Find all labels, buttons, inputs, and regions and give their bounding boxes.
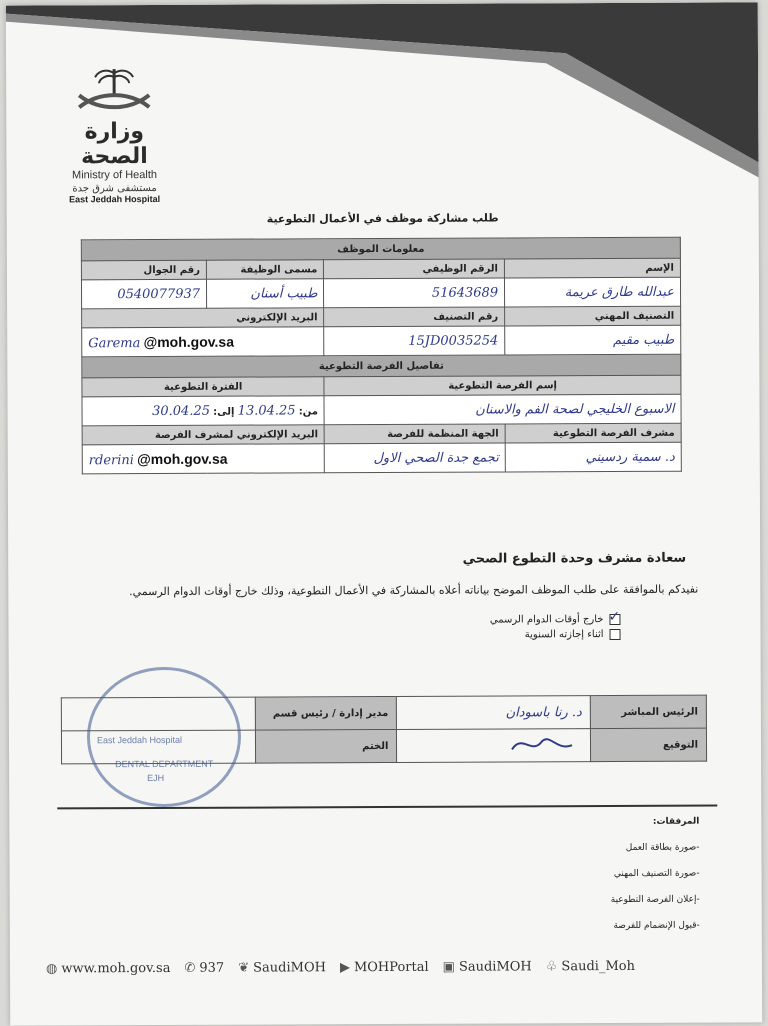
value-email: [82, 327, 325, 357]
hospital-en: East Jeddah Hospital: [69, 193, 161, 205]
signature-value: [397, 729, 591, 763]
hospital-ar: مستشفى شرق جدة: [72, 182, 157, 195]
stamp-abbr: EJH: [147, 772, 165, 784]
value-mobile: 0540077937: [81, 279, 206, 309]
value-classification: طبيب مقيم: [505, 325, 681, 355]
youtube-icon: ▶: [339, 960, 350, 976]
twitter-icon: ❦: [238, 960, 250, 976]
request-recipient: سعادة مشرف وحدة التطوع الصحي: [462, 550, 687, 567]
sup-email-domain: @moh.gov.sa: [137, 450, 228, 467]
attachment-item: -صورة بطاقة العمل: [625, 842, 700, 853]
attachment-item: -إعلان الفرصة التطوعية: [610, 894, 700, 906]
attachments-title: المرفقات:: [652, 816, 700, 827]
value-period: [82, 396, 325, 426]
header-opportunity-name: إسم الفرصة التطوعية: [324, 375, 681, 396]
employee-info-table: [81, 237, 682, 475]
to-date: 30.04.25: [152, 403, 211, 419]
palm-swords-icon: [69, 67, 159, 113]
value-supervisor-email: [82, 444, 325, 474]
from-date: 13.04.25: [237, 402, 296, 419]
value-job-title: طبيب أسنان: [206, 279, 324, 309]
email-user: Garema: [88, 335, 141, 351]
footer-twitter-text: SaudiMOH: [253, 960, 326, 976]
header-period: الفترة التطوعية: [82, 377, 324, 397]
options-list: [48, 608, 698, 643]
direct-manager-label: الرئيس المباشر: [590, 695, 706, 729]
header-classification: التصنيف المهني: [505, 306, 681, 326]
footer-snapchat: [546, 959, 635, 974]
attachment-item: -قبول الإنضمام للفرصة: [613, 920, 700, 932]
footer-facebook: [443, 959, 532, 974]
signature-label: التوقيع: [590, 728, 706, 762]
header-organizer: الجهة المنظمة للفرصة: [325, 424, 506, 444]
stamp-hospital: East Jeddah Hospital: [96, 734, 183, 746]
form-title: طلب مشاركة موظف في الأعمال التطوعية: [266, 211, 499, 226]
stamp-value: [61, 730, 255, 764]
header-supervisor: مشرف الفرصة التطوعية: [505, 423, 681, 443]
header-mobile: رقم الجوال: [81, 260, 206, 280]
footer-phone-text: 937: [199, 960, 225, 976]
attachment-item: -صورة التصنيف المهني: [613, 868, 700, 880]
from-label: من:: [298, 405, 318, 417]
approval-request: [48, 551, 698, 647]
footer-youtube-text: MOHPortal: [353, 959, 429, 976]
direct-manager-name: د. رنا باسودان: [397, 696, 591, 730]
footer-snapchat-text: Saudi_Moh: [561, 958, 635, 975]
request-body: نفيدكم بالموافقة على طلب الموظف الموضح بياناته أعلاه بالمشاركة في الأعمال التطوعية، وذلك خارج أوقات الدوام الرسمي.: [129, 582, 699, 599]
value-classification-no: 15JD0035254: [324, 326, 505, 356]
dept-head-label: مدير إدارة / رئيس قسم: [255, 696, 397, 730]
footer-facebook-text: SaudiMOH: [458, 959, 532, 975]
option-outside-hours[interactable]: [48, 608, 621, 627]
handwritten-signature: [502, 731, 582, 757]
snapchat-icon: ♧: [545, 959, 558, 975]
footer-youtube: [340, 960, 429, 975]
sup-email-user: rderini: [88, 452, 134, 468]
employee-section-header: معلومات الموظف: [81, 237, 680, 261]
value-organizer: تجمع جدة الصحي الاول: [325, 443, 506, 473]
document-page: [6, 2, 762, 1025]
moh-logo: [54, 67, 175, 205]
phone-icon: ✆: [184, 960, 196, 976]
ministry-en: Ministry of Health: [71, 168, 158, 182]
option-annual-leave-label: اثناء إجازته السنوية: [524, 629, 604, 641]
stamp-label: الختم: [255, 729, 397, 763]
value-name: عبدالله طارق عريمة: [505, 277, 681, 307]
footer-web: [46, 961, 171, 977]
checkbox-checked-icon[interactable]: ✓: [608, 608, 621, 626]
ministry-ar: وزارة الصحة: [81, 119, 148, 170]
footer: [46, 959, 635, 977]
footer-web-text: www.moh.gov.sa: [61, 960, 171, 977]
opportunity-section-header: تفاصيل الفرصة التطوعية: [82, 354, 681, 378]
header-supervisor-email: البريد الإلكتروني لمشرف الفرصة: [82, 425, 324, 445]
value-employee-id: 51643689: [324, 278, 505, 308]
option-annual-leave[interactable]: [49, 629, 621, 642]
header-employee-id: الرقم الوظيفي: [324, 259, 505, 279]
header-email: البريد الإلكتروني: [82, 308, 324, 328]
checkbox-icon[interactable]: [610, 629, 621, 640]
attachments: [610, 817, 700, 947]
globe-icon: ◍: [45, 961, 58, 977]
to-label: إلى:: [213, 406, 235, 418]
footer-phone: [184, 961, 224, 976]
value-opportunity-name: الاسبوع الخليجي لصحة الفم والاسنان: [324, 394, 681, 425]
value-supervisor: د. سمية ردسيني: [505, 442, 681, 472]
header-job-title: مسمى الوظيفة: [206, 260, 323, 280]
signature-table: [61, 695, 707, 765]
email-domain: @moh.gov.sa: [143, 333, 234, 350]
dept-head-value: [61, 697, 255, 731]
header-classification-no: رقم التصنيف: [324, 307, 505, 327]
facebook-icon: ▣: [442, 959, 455, 975]
header-name: الإسم: [504, 258, 680, 278]
footer-twitter: [238, 960, 326, 975]
stamp-dept: DENTAL DEPARTMENT: [115, 758, 214, 770]
option-outside-hours-label: خارج أوقات الدوام الرسمي: [489, 614, 604, 626]
